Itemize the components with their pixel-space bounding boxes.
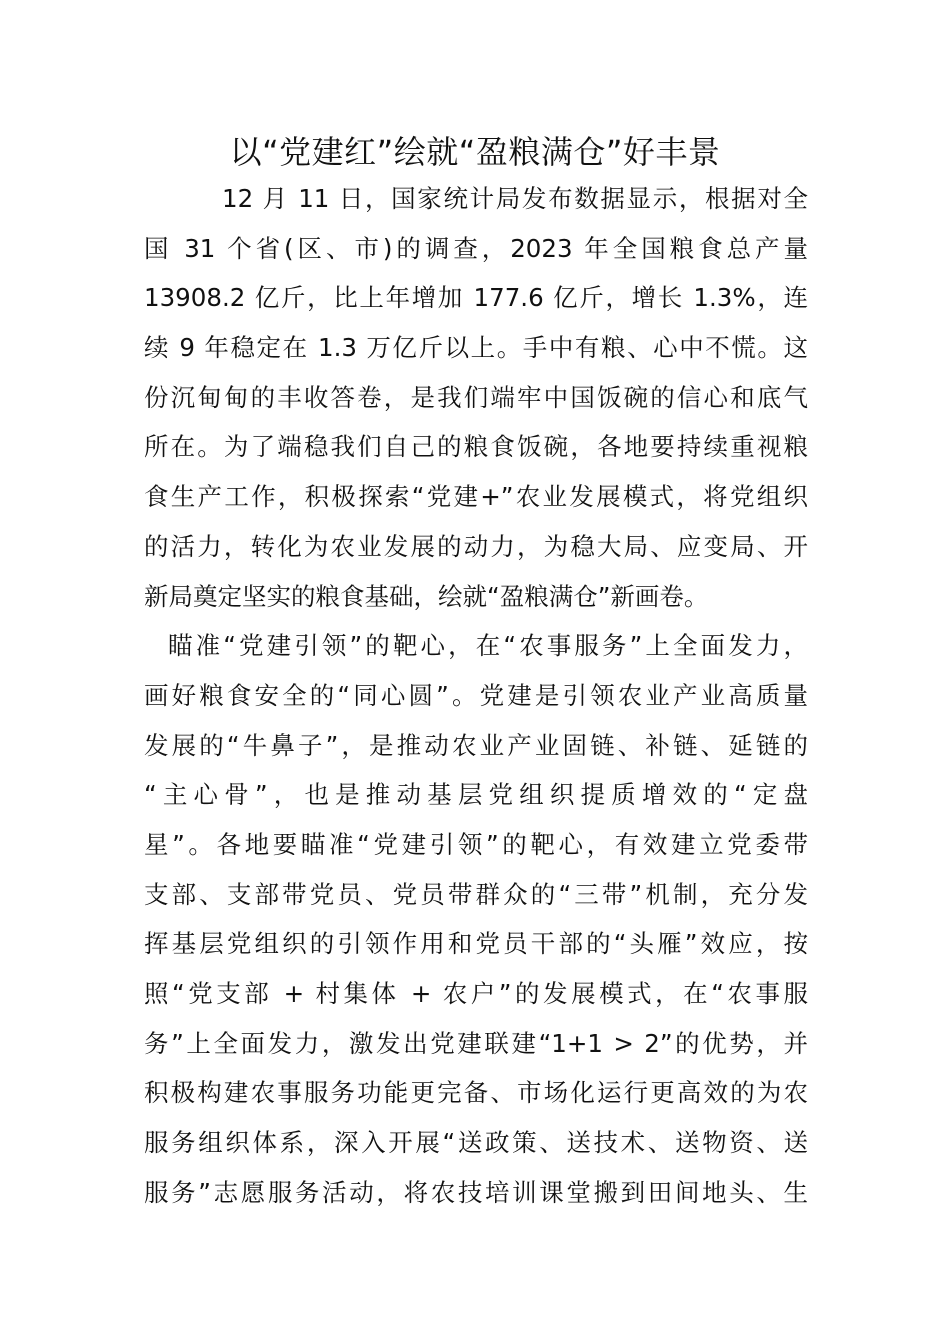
- paragraph-line: 务”上全面发力，激发出党建联建“1+1 > 2”的优势，并: [144, 1028, 808, 1058]
- paragraph-line: 12 月 11 日，国家统计局发布数据显示，根据对全: [222, 184, 808, 213]
- paragraph-line: 服务”志愿服务活动，将农技培训课堂搬到田间地头、生: [144, 1177, 808, 1207]
- paragraph-line: 发展的“牛鼻子”，是推动农业产业固链、补链、延链的: [144, 730, 808, 760]
- paragraph-line: 照“党支部 + 村集体 + 农户”的发展模式，在“农事服: [144, 979, 808, 1008]
- paragraph-line: 服务组织体系，深入开展“送政策、送技术、送物资、送: [144, 1128, 808, 1158]
- paragraph-line: 国 31 个省(区、市)的调查，2023 年全国粮食总产量: [144, 233, 808, 263]
- paragraph-line: 份沉甸甸的丰收答卷，是我们端牢中国饭碗的信心和底气: [144, 382, 808, 412]
- paragraph-line: 所在。为了端稳我们自己的粮食饭碗，各地要持续重视粮: [144, 432, 808, 462]
- paragraph-line: 支部、支部带党员、党员带群众的“三带”机制，充分发: [144, 879, 808, 909]
- paragraph-line: 新局奠定坚实的粮食基础，绘就“盈粮满仓”新画卷。: [144, 581, 709, 611]
- paragraph-line: 积极构建农事服务功能更完备、市场化运行更高效的为农: [144, 1078, 808, 1108]
- page-title: 以“党建红”绘就“盈粮满仓”好丰景: [229, 133, 721, 171]
- paragraph-line: 13908.2 亿斤，比上年增加 177.6 亿斤，增长 1.3%，连: [144, 283, 808, 313]
- paragraph-line: 挥基层党组织的引领作用和党员干部的“头雁”效应，按: [144, 929, 808, 959]
- paragraph-line: 瞄准“党建引领”的靶心，在“农事服务”上全面发力，: [168, 631, 808, 661]
- paragraph-line: 食生产工作，积极探索“党建+”农业发展模式，将党组织: [144, 482, 808, 512]
- paragraph-line: 画好粮食安全的“同心圆”。党建是引领农业产业高质量: [144, 680, 808, 710]
- paragraph-line: 星”。各地要瞄准“党建引领”的靶心，有效建立党委带: [144, 829, 808, 859]
- paragraph-line: 的活力，转化为农业发展的动力，为稳大局、应变局、开: [144, 531, 808, 561]
- paragraph-line: “主心骨”，也是推动基层党组织提质增效的“定盘: [144, 780, 808, 810]
- article-body: [144, 174, 808, 1217]
- paragraph-line: 续 9 年稳定在 1.3 万亿斤以上。手中有粮、心中不慌。这: [144, 333, 808, 363]
